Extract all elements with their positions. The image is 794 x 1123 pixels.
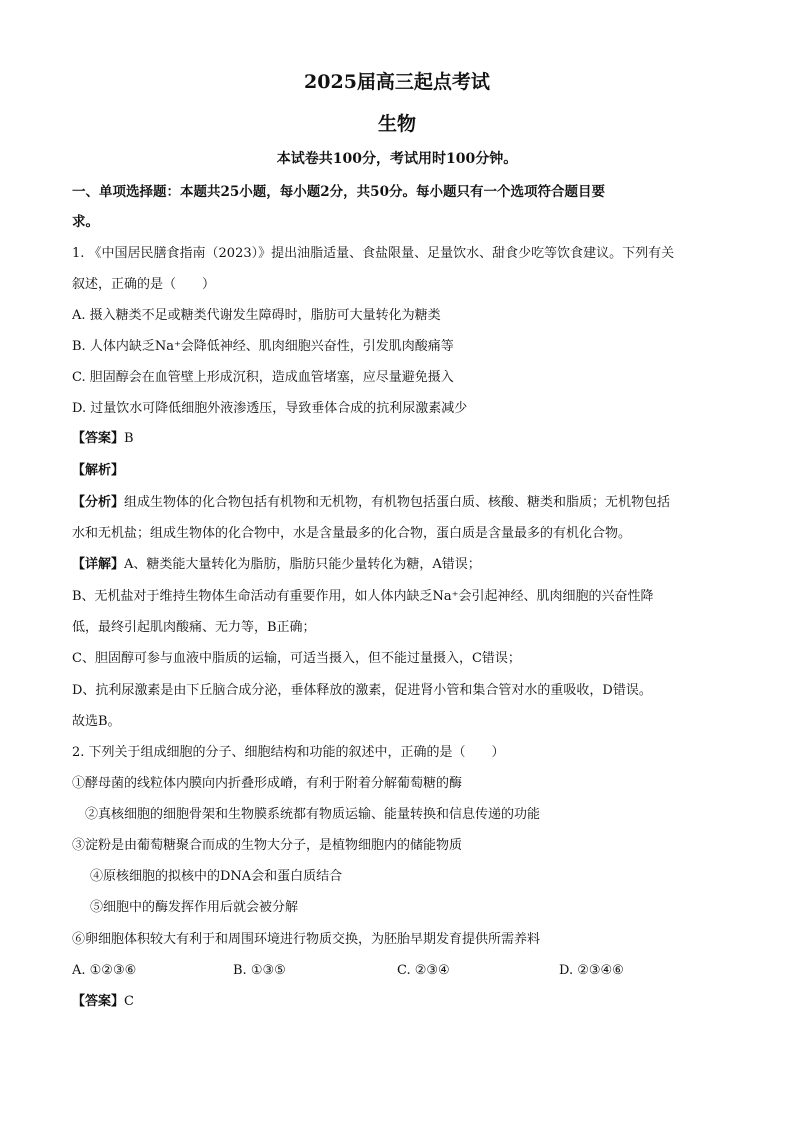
xiangjie-a: A、糖类能大量转化为脂肪，脂肪只能少量转化为糖，A错误； [124,557,481,572]
exam-title: 2025届高三起点考试 [304,71,490,93]
q2-option-d: D. ②③④⑥ [559,963,624,978]
q1-option-c: C. 胆固醇会在血管壁上形成沉积，造成血管堵塞，应尽量避免摄入 [72,370,454,385]
q1-xiangjie-b: B、无机盐对于维持生物体生命活动有重要作用，如人体内缺乏Na⁺会引起神经、肌肉细胞的兴奋性降 [72,589,654,604]
q2-statement-2: ②真核细胞的细胞骨架和生物膜系统都有物质运输、能量转换和信息传递的功能 [85,807,541,822]
q1-answer [72,430,722,448]
q1-stem-cont: 叙述，正确的是（ ） [72,277,216,292]
q2-option-c: C. ②③④ [397,963,450,978]
q2-option-a: A. ①②③⑥ [72,963,137,978]
q1-analysis [72,462,722,480]
q1-conclusion: 故选B。 [72,714,121,729]
q1-stem: 1. 《中国居民膳食指南（2023）》提出油脂适量、食盐限量、足量饮水、甜食少吃等饮食建议。下列有关 [72,246,675,261]
q1-fenxi-cont: 水和无机盐；组成生物体的化合物中，水是含量最多的化合物，蛋白质是含量最多的有机化合物。 [72,526,632,541]
q2-option-b: B. ①③⑤ [233,963,286,978]
q1-option-a: A. 摄入糖类不足或糖类代谢发生障碍时，脂肪可大量转化为糖类 [72,308,441,323]
xiangjie-tag: 【详解】 [72,557,125,572]
q1-xiangjie-c: C、胆固醇可参与血液中脂质的运输，可适当摄入，但不能过量摄入，C错误； [72,651,521,666]
q1-xiangjie [72,556,722,574]
answer-tag: 【答案】 [72,431,125,446]
q2-statement-5: ⑤细胞中的酶发挥作用后就会被分解 [90,900,299,915]
q1-xiangjie-b-cont: 低，最终引起肌肉酸痛、无力等，B正确； [72,620,316,635]
q1-option-b: B. 人体内缺乏Na⁺会降低神经、肌肉细胞兴奋性，引发肌肉酸痛等 [72,339,454,354]
q2-statement-3: ③淀粉是由葡萄糖聚合而成的生物大分子，是植物细胞内的储能物质 [72,838,463,853]
q1-xiangjie-d: D、抗利尿激素是由下丘脑合成分泌，垂体释放的激素，促进肾小管和集合管对水的重吸收，D错误。 [72,683,652,698]
q2-stem: 2. 下列关于组成细胞的分子、细胞结构和功能的叙述中，正确的是（ ） [72,745,505,760]
exam-info: 本试卷共100分，考试用时100分钟。 [276,151,518,167]
subject-title: 生物 [377,113,416,135]
fenxi-text: 组成生物体的化合物包括有机物和无机物，有机物包括蛋白质、核酸、糖类和脂质；无机物包括 [124,495,671,510]
q2-answer [72,993,722,1011]
section-heading: 一、单项选择题：本题共25小题，每小题2分，共50分。每小题只有一个选项符合题目要 [72,184,605,200]
q2-statement-4: ④原核细胞的拟核中的DNA会和蛋白质结合 [90,869,343,884]
answer-value: C [124,994,134,1009]
q2-statement-6: ⑥卵细胞体积较大有利于和周围环境进行物质交换，为胚胎早期发育提供所需养料 [72,932,541,947]
q1-fenxi [72,494,722,512]
analysis-tag: 【解析】 [72,463,125,478]
answer-tag: 【答案】 [72,994,125,1009]
q2-statement-1: ①酵母菌的线粒体内膜向内折叠形成嵴，有利于附着分解葡萄糖的酶 [72,776,463,791]
answer-value: B [124,431,134,446]
section-heading-cont: 求。 [72,214,99,230]
q1-option-d: D. 过量饮水可降低细胞外液渗透压，导致垂体合成的抗利尿激素减少 [72,401,468,416]
fenxi-tag: 【分析】 [72,495,125,510]
